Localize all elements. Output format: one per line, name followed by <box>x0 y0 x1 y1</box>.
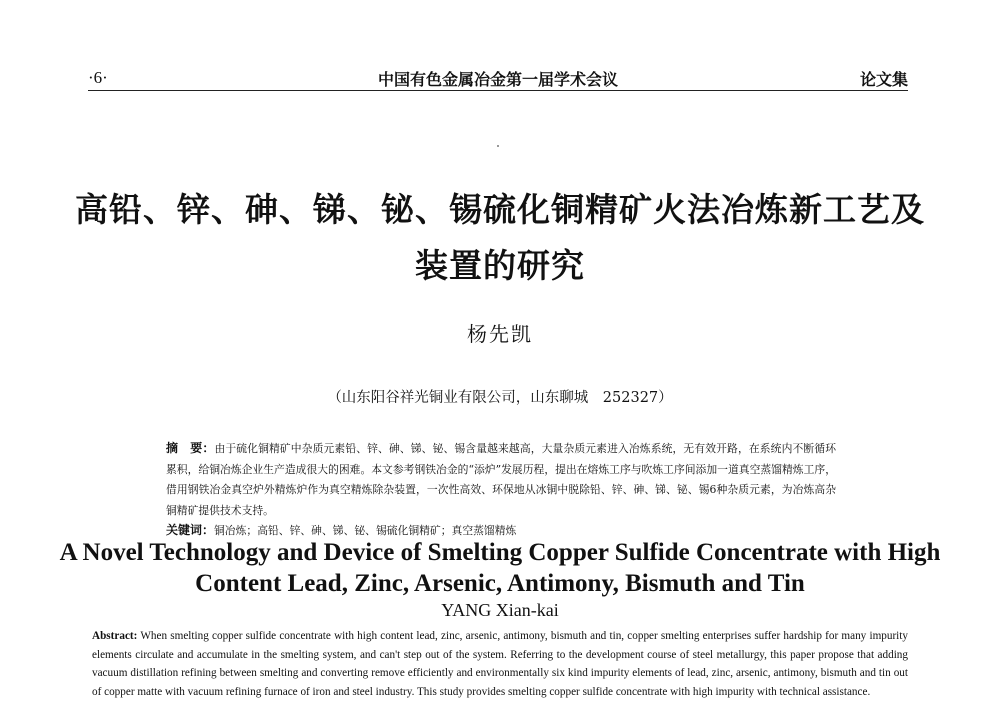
page-number: ·6· <box>88 68 108 87</box>
chinese-title: 高铅、锌、砷、锑、铋、锡硫化铜精矿火法冶炼新工艺及装置的研究 <box>75 190 925 285</box>
chinese-abstract <box>166 438 836 521</box>
chinese-author: 杨先凯 <box>467 322 533 346</box>
chinese-abstract-text: 由于硫化铜精矿中杂质元素铅、锌、砷、锑、铋、锡含量越来越高，大量杂质元素进入冶炼系统，无有效开路，在系统内不断循环累积，给铜冶炼企业生产造成很大的困难。本文参考钢铁冶金的“添炉”发展历程，提出在熔炼工序与吹炼工序间添加一道真空蒸馏精炼工序，借用钢铁冶金真空炉外精炼炉作为真空精炼除杂装置，一次性高效、环保地从冰铜中脱除铅、锌、砷、锑、铋、锡6种杂质元素，为冶炼高杂铜精矿提供技术支持。 <box>166 442 836 517</box>
running-header <box>88 64 908 91</box>
english-abstract-text: When smelting copper sulfide concentrate with high content lead, zinc, arsenic, antimony, bismuth and tin, copper smelting enterprises suffer hardship for many impurity elements circulate and accumulate in the smelting system, and can't step out of the system. Referring to the development course of steel metallurgy, this paper propose that adding vacuum distillation refining between smelting and converting remove efficiently and environmentally six kind impurity elements of lead, zinc, arsenic, antimony, bismuth and tin out of copper matte with vacuum refining furnace of iron and steel industry. This study provides smelting copper sulfide concentrate with high impurity with technical assistance. <box>92 630 908 699</box>
print-speck <box>497 145 499 147</box>
english-abstract-label: Abstract: <box>92 630 138 642</box>
english-abstract <box>92 627 908 702</box>
chinese-affiliation: （山东阳谷祥光铜业有限公司，山东聊城 252327） <box>327 390 673 406</box>
chinese-keywords-label: 关键词： <box>166 523 215 537</box>
chinese-abstract-label: 摘 要： <box>166 441 215 455</box>
conference-name: 中国有色金属冶金第一届学术会议 <box>377 70 618 89</box>
english-author: YANG Xian-kai <box>441 600 559 620</box>
english-title: A Novel Technology and Device of Smelting Copper Sulfide Concentrate with High Content Lead, Zinc, Arsenic, Antimony, Bismuth and Tin <box>59 539 941 597</box>
chinese-keywords-text: 铜冶炼；高铅、锌、砷、锑、铋、锡硫化铜精矿；真空蒸馏精炼 <box>214 524 517 537</box>
collection-label: 论文集 <box>859 70 908 89</box>
